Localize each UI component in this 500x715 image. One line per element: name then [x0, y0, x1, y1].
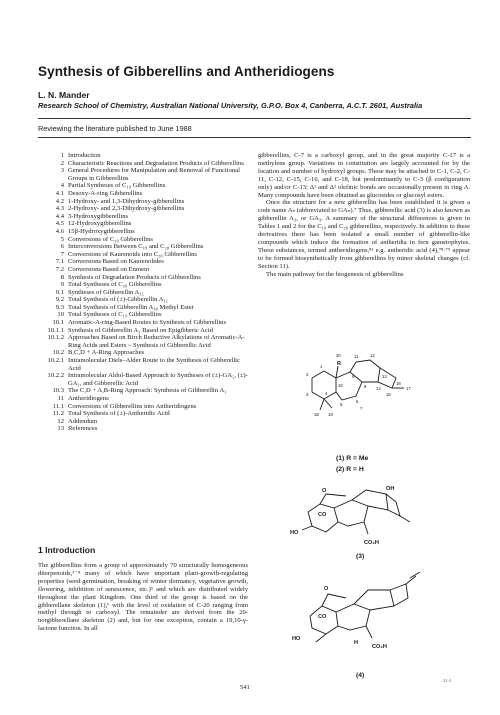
toc-title: Conversions Based on Kaurenolides [68, 258, 164, 266]
toc-title: Approaches Based on Birch Reductive Alkylations of Aromatic-A-Ring Acids and Esters – Synthesis of Gibberellic Acid [68, 334, 245, 349]
toc-title: Antheridiogens [68, 395, 109, 402]
toc-item [38, 281, 248, 289]
toc-title: 1-Hydroxy- and 1,3-Dihydroxy-gibberellins [68, 197, 185, 205]
toc-item [38, 205, 248, 213]
svg-text:13: 13 [382, 374, 387, 379]
header-rule-bottom [38, 137, 471, 138]
toc-number: 9.3 [55, 303, 64, 311]
toc-item [38, 213, 248, 221]
toc-title: Syntheses of Gibberellin A₁₅ [68, 288, 144, 296]
toc-number: 5 [60, 235, 64, 243]
toc-item [38, 236, 248, 244]
toc-number: 12 [57, 417, 64, 425]
svg-text:HO: HO [290, 530, 299, 536]
svg-text:8: 8 [364, 384, 367, 389]
toc-title: Conversions of Kaurenoids into C₂₀ Gibberellins [68, 250, 197, 258]
toc-number: 11.1 [52, 402, 64, 410]
toc-item [38, 425, 248, 433]
toc-number: 9 [60, 281, 64, 289]
toc-title: Total Syntheses of C₂₀ Gibberellins [68, 281, 162, 289]
toc-number: 4.4 [55, 212, 64, 220]
toc-title: Desoxy-A-ring Gibberellins [68, 189, 143, 197]
structure-4-label: (4) [356, 672, 365, 679]
svg-text:H: H [354, 640, 359, 646]
antheridic-acid-structure [290, 568, 440, 668]
svg-text:11: 11 [354, 354, 359, 359]
toc-item [38, 190, 248, 198]
toc-number: 9.2 [55, 296, 64, 304]
toc-item [38, 266, 248, 274]
toc-number: 4.2 [55, 197, 64, 205]
toc-item [38, 349, 248, 357]
toc-title: Synthesis of Degradation Products of Gibberellins [68, 273, 201, 281]
toc-item [38, 311, 248, 319]
toc-item [38, 296, 248, 304]
svg-text:18: 18 [314, 412, 319, 417]
toc-title: Addendum [68, 417, 98, 425]
toc-number: 4 [60, 182, 64, 190]
toc-title: Interconversions Between C₁₉ and C₂₀ Gibberellins [68, 243, 204, 251]
toc-title: Intramolecular Diels–Alder Route to the Synthesis of Gibberellic Acid [68, 357, 240, 372]
svg-text:R: R [337, 361, 341, 367]
svg-text:9: 9 [352, 374, 355, 379]
svg-text:12: 12 [370, 353, 375, 358]
toc-item [38, 251, 248, 259]
toc-item [38, 160, 248, 168]
paragraph: Once the structure for a new gibberellin has been established it is given a code name Aₙ (abbreviated to GAₙ).⁷ Thus, gibberellic acid (3) is also known as gibberellin A₃, or GA₃. A summary of the structural differences is given in Tables 1 and 2 for the C₁₉ and C₂₀ gibberellins, respectively. In addition to these derivatives there has been isolated a small number of gibberellin-like compounds which induce the formation of antheridia in fern gametophytes. These substances, termed antheridiogens,⁸¹ e.g. antheridic acid (4),⁷⁸·⁷⁹ appear to be formed biosynthetically from gibberellins by minor skeletal changes (cf. Section 11). [258, 199, 470, 270]
paragraph: gibberellins, C-7 is a carboxyl group, and in the great majority C-17 is a methylene group. Variations in constitution are largely accounted for by the location and number of hydroxyl groups. These may be attached to C-1, C-2, C-11, C-12, C-15, C-16, and C-18, but predominantly to C-3 (β configuration only) and/or C-13; Δ¹ and Δ² olefinic bonds are occasionally present in ring A. Many compounds have been obtained as glucosides or glucosyl esters. [258, 152, 470, 199]
toc-number: 4.3 [55, 205, 64, 213]
toc-item [38, 319, 248, 327]
toc-title: 2-Hydroxy- and 2,3-Dihydroxy-gibberellins [68, 205, 185, 213]
toc-item [38, 410, 248, 418]
toc-number: 4.1 [55, 189, 64, 197]
author-name: L. N. Mander [38, 90, 90, 100]
toc-item [38, 274, 248, 282]
toc-item [38, 304, 248, 312]
toc-number: 10.1.2 [47, 334, 64, 342]
toc-item [38, 418, 248, 426]
toc-number: 7 [60, 250, 64, 258]
toc-number: 4.6 [55, 227, 64, 235]
toc-item [38, 357, 248, 372]
page-number: 541 [240, 684, 250, 691]
toc-title: Synthesis of Gibberellin A₃ Based on Epigibberic Acid [68, 326, 213, 334]
toc-number: 9.1 [55, 288, 64, 296]
toc-title: Conversions Based on Enmein [68, 265, 150, 273]
structure-3-label: (3) [356, 553, 365, 560]
toc-item [38, 167, 248, 182]
toc-title: Conversions of C₂₀ Gibberellins [68, 235, 153, 243]
toc-item [38, 403, 248, 411]
toc-title: Partial Syntheses of C₁₉ Gibberellins [68, 182, 166, 190]
toc-item [38, 334, 248, 349]
toc-item [38, 387, 248, 395]
toc-title: 12-Hydroxygibberellins [68, 220, 132, 228]
toc-number: 10.1 [52, 319, 64, 327]
toc-number: 6 [60, 243, 64, 251]
svg-text:17: 17 [406, 386, 411, 391]
svg-text:7: 7 [360, 406, 363, 411]
svg-text:O: O [322, 488, 327, 494]
toc-number: 3 [60, 167, 64, 175]
intro-paragraph: The gibberellins form a group of approximately 70 structurally homogeneous diterpenoids,¹⁻⁴ many of which have important plant-growth-regulating properties (seed germination, breaking of winter dormancy, vegetative growth, flowering, inhibition of senescence, etc.)⁵ and which are distributed widely throughout the plant Kingdom. One third of the group is based on the gibberellane skeleton (1),⁶ with the level of oxidation of C-20 ranging from methyl through to carboxyl. The remainder are derived from the 20-norgibberellane skeleton (2) and, but for one exception, contain a 19,10-γ-lactone function. In all [38, 562, 248, 633]
toc-title: Total Synthesis of (±)-Gibberellin A₁₁ [68, 296, 169, 304]
toc-item [38, 258, 248, 266]
toc-number: 10.1.1 [47, 326, 64, 334]
article-title: Synthesis of Gibberellins and Antheridiogens [38, 64, 335, 79]
table-of-contents [38, 152, 248, 433]
toc-title: Conversions of Gibberellins into Antheridiogens [68, 402, 197, 410]
svg-text:CO₂H: CO₂H [364, 540, 379, 546]
toc-number: 10.2 [52, 349, 64, 357]
toc-title: 3-Hydroxygibberellins [68, 212, 129, 220]
toc-number: 10.2.1 [47, 357, 64, 365]
toc-number: 11.2 [52, 410, 64, 418]
section-heading: 1 Introduction [38, 545, 96, 555]
toc-number: 11 [57, 395, 64, 402]
svg-text:14: 14 [376, 386, 381, 391]
toc-number: 10 [57, 311, 64, 319]
toc-item [38, 220, 248, 228]
svg-text:OH: OH [386, 486, 395, 492]
svg-text:6: 6 [356, 399, 359, 404]
toc-title: References [68, 425, 98, 433]
toc-title: Total Syntheses of C₁₉ Gibberellins [68, 311, 162, 319]
toc-title: Aromatic-A-ring-Based Routes to Synthesis of Gibberellins [68, 319, 227, 327]
footer-code: 21-2 [443, 678, 452, 683]
toc-title: Total Synthesis of Gibberellin A₃₈ Methyl Ester [68, 303, 194, 311]
svg-text:CO: CO [318, 512, 327, 518]
toc-item [38, 327, 248, 335]
svg-text:10: 10 [338, 383, 343, 388]
structure-2-label: (2) R = H [336, 466, 364, 473]
toc-number: 2 [60, 159, 64, 167]
toc-item [38, 395, 248, 403]
gibberellane-skeleton-structure [300, 350, 440, 440]
toc-title: Introduction [68, 152, 101, 159]
svg-text:19: 19 [328, 412, 333, 417]
toc-title: Intramolecular Aldol-Based Approach to Syntheses of (±)-GA₅, (±)-GA₁, and Gibberellic Acid [68, 372, 248, 387]
svg-text:15: 15 [386, 392, 391, 397]
toc-item [38, 228, 248, 236]
toc-item [38, 152, 248, 160]
toc-number: 13 [57, 425, 64, 433]
toc-number: 4.5 [55, 220, 64, 228]
paragraph: The main pathway for the biogenesis of gibberellins [266, 270, 404, 278]
toc-title: The C,D + A,B-Ring Approach: Synthesis of Gibberellin A₁ [68, 387, 227, 395]
author-affiliation: Research School of Chemistry, Australian National University, G.P.O. Box 4, Canberra, A.C.T. 2601, Australia [38, 101, 423, 110]
toc-item [38, 372, 248, 387]
svg-text:5: 5 [340, 402, 343, 407]
toc-number: 7.2 [55, 265, 64, 273]
toc-number: 10.3 [52, 387, 64, 395]
svg-text:4: 4 [325, 391, 328, 396]
toc-number: 1 [60, 152, 64, 159]
toc-item [38, 243, 248, 251]
toc-title: B,C,D + A-Ring Approaches [68, 349, 145, 357]
toc-title: General Procedures for Manipulation and Removal of Functional Groups in Gibberellins [68, 167, 240, 182]
toc-title: Characteristic Reactions and Degradation Products of Gibberellins [68, 159, 244, 167]
svg-text:2: 2 [306, 372, 309, 377]
header-rule-top [38, 118, 471, 119]
svg-text:O: O [324, 586, 329, 592]
gibberellic-acid-structure [290, 480, 440, 550]
toc-number: 8 [60, 273, 64, 281]
svg-text:CO₂H: CO₂H [372, 644, 387, 650]
structure-1-label: (1) R = Me [336, 455, 369, 462]
reviewing-note: Reviewing the literature published to June 1988 [38, 124, 192, 133]
svg-text:16: 16 [396, 381, 401, 386]
svg-text:CO: CO [318, 614, 327, 620]
toc-item [38, 289, 248, 297]
svg-text:20: 20 [336, 353, 341, 358]
toc-title: Total Synthesis of (±)-Antheridic Acid [68, 410, 170, 418]
svg-text:1: 1 [320, 364, 323, 369]
toc-title: 15β-Hydroxygibberellins [68, 227, 135, 235]
svg-text:3: 3 [306, 392, 309, 397]
toc-item [38, 182, 248, 190]
right-column-text [258, 152, 470, 279]
toc-number: 7.1 [55, 258, 64, 266]
toc-number: 10.2.2 [47, 372, 64, 380]
toc-item [38, 198, 248, 206]
svg-text:HO: HO [292, 636, 301, 642]
